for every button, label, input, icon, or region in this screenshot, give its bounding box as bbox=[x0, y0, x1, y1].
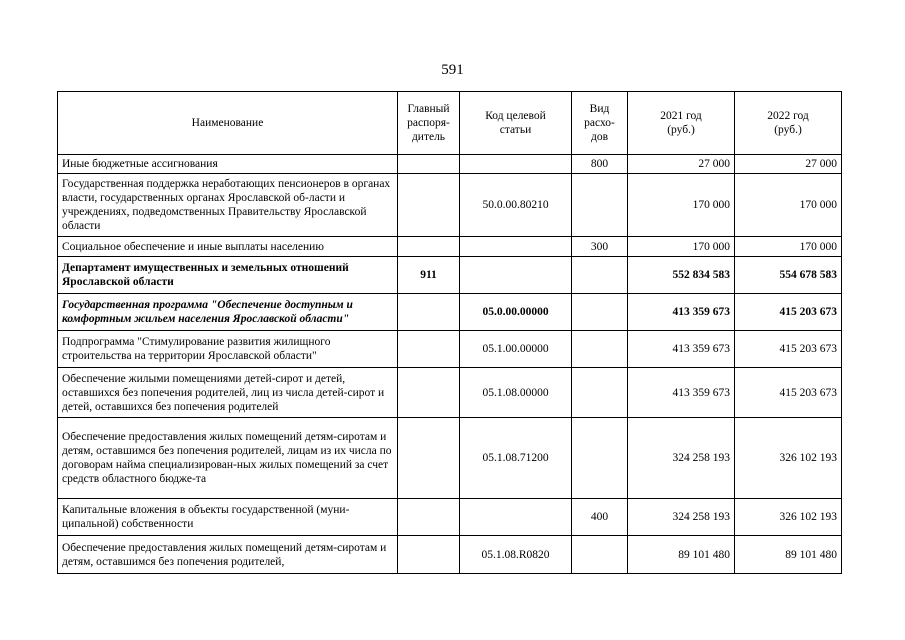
row-type: 400 bbox=[572, 499, 628, 536]
table-row bbox=[58, 155, 842, 174]
header-2021: 2021 год (руб.) bbox=[628, 92, 735, 155]
row-name: Обеспечение предоставления жилых помещений детям-сиротам и детям, оставшимся без попечения родителей, лицам из их числа по договорам найма специализирован-ных жилых помещений за счет средств областного бюдже-та bbox=[58, 418, 398, 499]
table-body bbox=[58, 155, 842, 574]
row-2022: 27 000 bbox=[735, 155, 842, 174]
row-code bbox=[460, 499, 572, 536]
row-type bbox=[572, 536, 628, 574]
row-2021: 552 834 583 bbox=[628, 257, 735, 294]
table-row bbox=[58, 368, 842, 418]
row-type bbox=[572, 331, 628, 368]
row-type bbox=[572, 294, 628, 331]
row-code bbox=[460, 155, 572, 174]
table-row bbox=[58, 418, 842, 499]
header-manager: Главный распоря- дитель bbox=[398, 92, 460, 155]
table-row bbox=[58, 174, 842, 237]
row-2021: 27 000 bbox=[628, 155, 735, 174]
row-2022: 89 101 480 bbox=[735, 536, 842, 574]
row-code: 05.1.00.00000 bbox=[460, 331, 572, 368]
row-code: 05.1.08.R0820 bbox=[460, 536, 572, 574]
row-manager bbox=[398, 499, 460, 536]
row-name: Иные бюджетные ассигнования bbox=[58, 155, 398, 174]
header-type: Вид расхо- дов bbox=[572, 92, 628, 155]
row-manager: 911 bbox=[398, 257, 460, 294]
row-name: Подпрограмма "Стимулирование развития жилищного строительства на территории Ярославской области" bbox=[58, 331, 398, 368]
row-2021: 413 359 673 bbox=[628, 368, 735, 418]
row-name: Обеспечение предоставления жилых помещений детям-сиротам и детям, оставшимся без попечения родителей, bbox=[58, 536, 398, 574]
row-2021: 324 258 193 bbox=[628, 499, 735, 536]
row-manager bbox=[398, 237, 460, 257]
page-number: 591 bbox=[441, 62, 464, 78]
budget-table bbox=[57, 91, 842, 574]
row-type bbox=[572, 368, 628, 418]
header-2022: 2022 год (руб.) bbox=[735, 92, 842, 155]
row-type bbox=[572, 257, 628, 294]
row-2022: 170 000 bbox=[735, 237, 842, 257]
row-2021: 324 258 193 bbox=[628, 418, 735, 499]
row-manager bbox=[398, 294, 460, 331]
header-name: Наименование bbox=[58, 92, 398, 155]
row-code bbox=[460, 257, 572, 294]
row-type: 300 bbox=[572, 237, 628, 257]
table-row bbox=[58, 294, 842, 331]
row-manager bbox=[398, 174, 460, 237]
row-code: 05.0.00.00000 bbox=[460, 294, 572, 331]
table-row bbox=[58, 331, 842, 368]
row-manager bbox=[398, 368, 460, 418]
row-2021: 413 359 673 bbox=[628, 294, 735, 331]
row-2022: 170 000 bbox=[735, 174, 842, 237]
row-2021: 413 359 673 bbox=[628, 331, 735, 368]
row-code: 50.0.00.80210 bbox=[460, 174, 572, 237]
row-code: 05.1.08.00000 bbox=[460, 368, 572, 418]
table-row bbox=[58, 237, 842, 257]
row-type: 800 bbox=[572, 155, 628, 174]
row-2022: 554 678 583 bbox=[735, 257, 842, 294]
row-name: Социальное обеспечение и иные выплаты населению bbox=[58, 237, 398, 257]
header-code: Код целевой статьи bbox=[460, 92, 572, 155]
row-manager bbox=[398, 155, 460, 174]
table-row bbox=[58, 499, 842, 536]
row-manager bbox=[398, 331, 460, 368]
row-name: Государственная программа "Обеспечение доступным и комфортным жильем населения Ярославской области" bbox=[58, 294, 398, 331]
row-name: Департамент имущественных и земельных отношений Ярославской области bbox=[58, 257, 398, 294]
row-2022: 326 102 193 bbox=[735, 418, 842, 499]
row-name: Обеспечение жилыми помещениями детей-сирот и детей, оставшихся без попечения родителей, лиц из числа детей-сирот и детей, оставшихся без попечения родителей bbox=[58, 368, 398, 418]
row-code: 05.1.08.71200 bbox=[460, 418, 572, 499]
row-2022: 326 102 193 bbox=[735, 499, 842, 536]
row-type bbox=[572, 418, 628, 499]
row-2022: 415 203 673 bbox=[735, 331, 842, 368]
row-manager bbox=[398, 418, 460, 499]
row-2021: 170 000 bbox=[628, 174, 735, 237]
row-name: Государственная поддержка неработающих пенсионеров в органах власти, государственных органах Ярославской об-ласти и учреждениях, подведомственных Правительству Ярославской области bbox=[58, 174, 398, 237]
row-code bbox=[460, 237, 572, 257]
row-2022: 415 203 673 bbox=[735, 294, 842, 331]
row-2022: 415 203 673 bbox=[735, 368, 842, 418]
row-type bbox=[572, 174, 628, 237]
table-row bbox=[58, 536, 842, 574]
row-2021: 89 101 480 bbox=[628, 536, 735, 574]
row-2021: 170 000 bbox=[628, 237, 735, 257]
row-name: Капитальные вложения в объекты государственной (муни-ципальной) собственности bbox=[58, 499, 398, 536]
row-manager bbox=[398, 536, 460, 574]
table-row bbox=[58, 257, 842, 294]
